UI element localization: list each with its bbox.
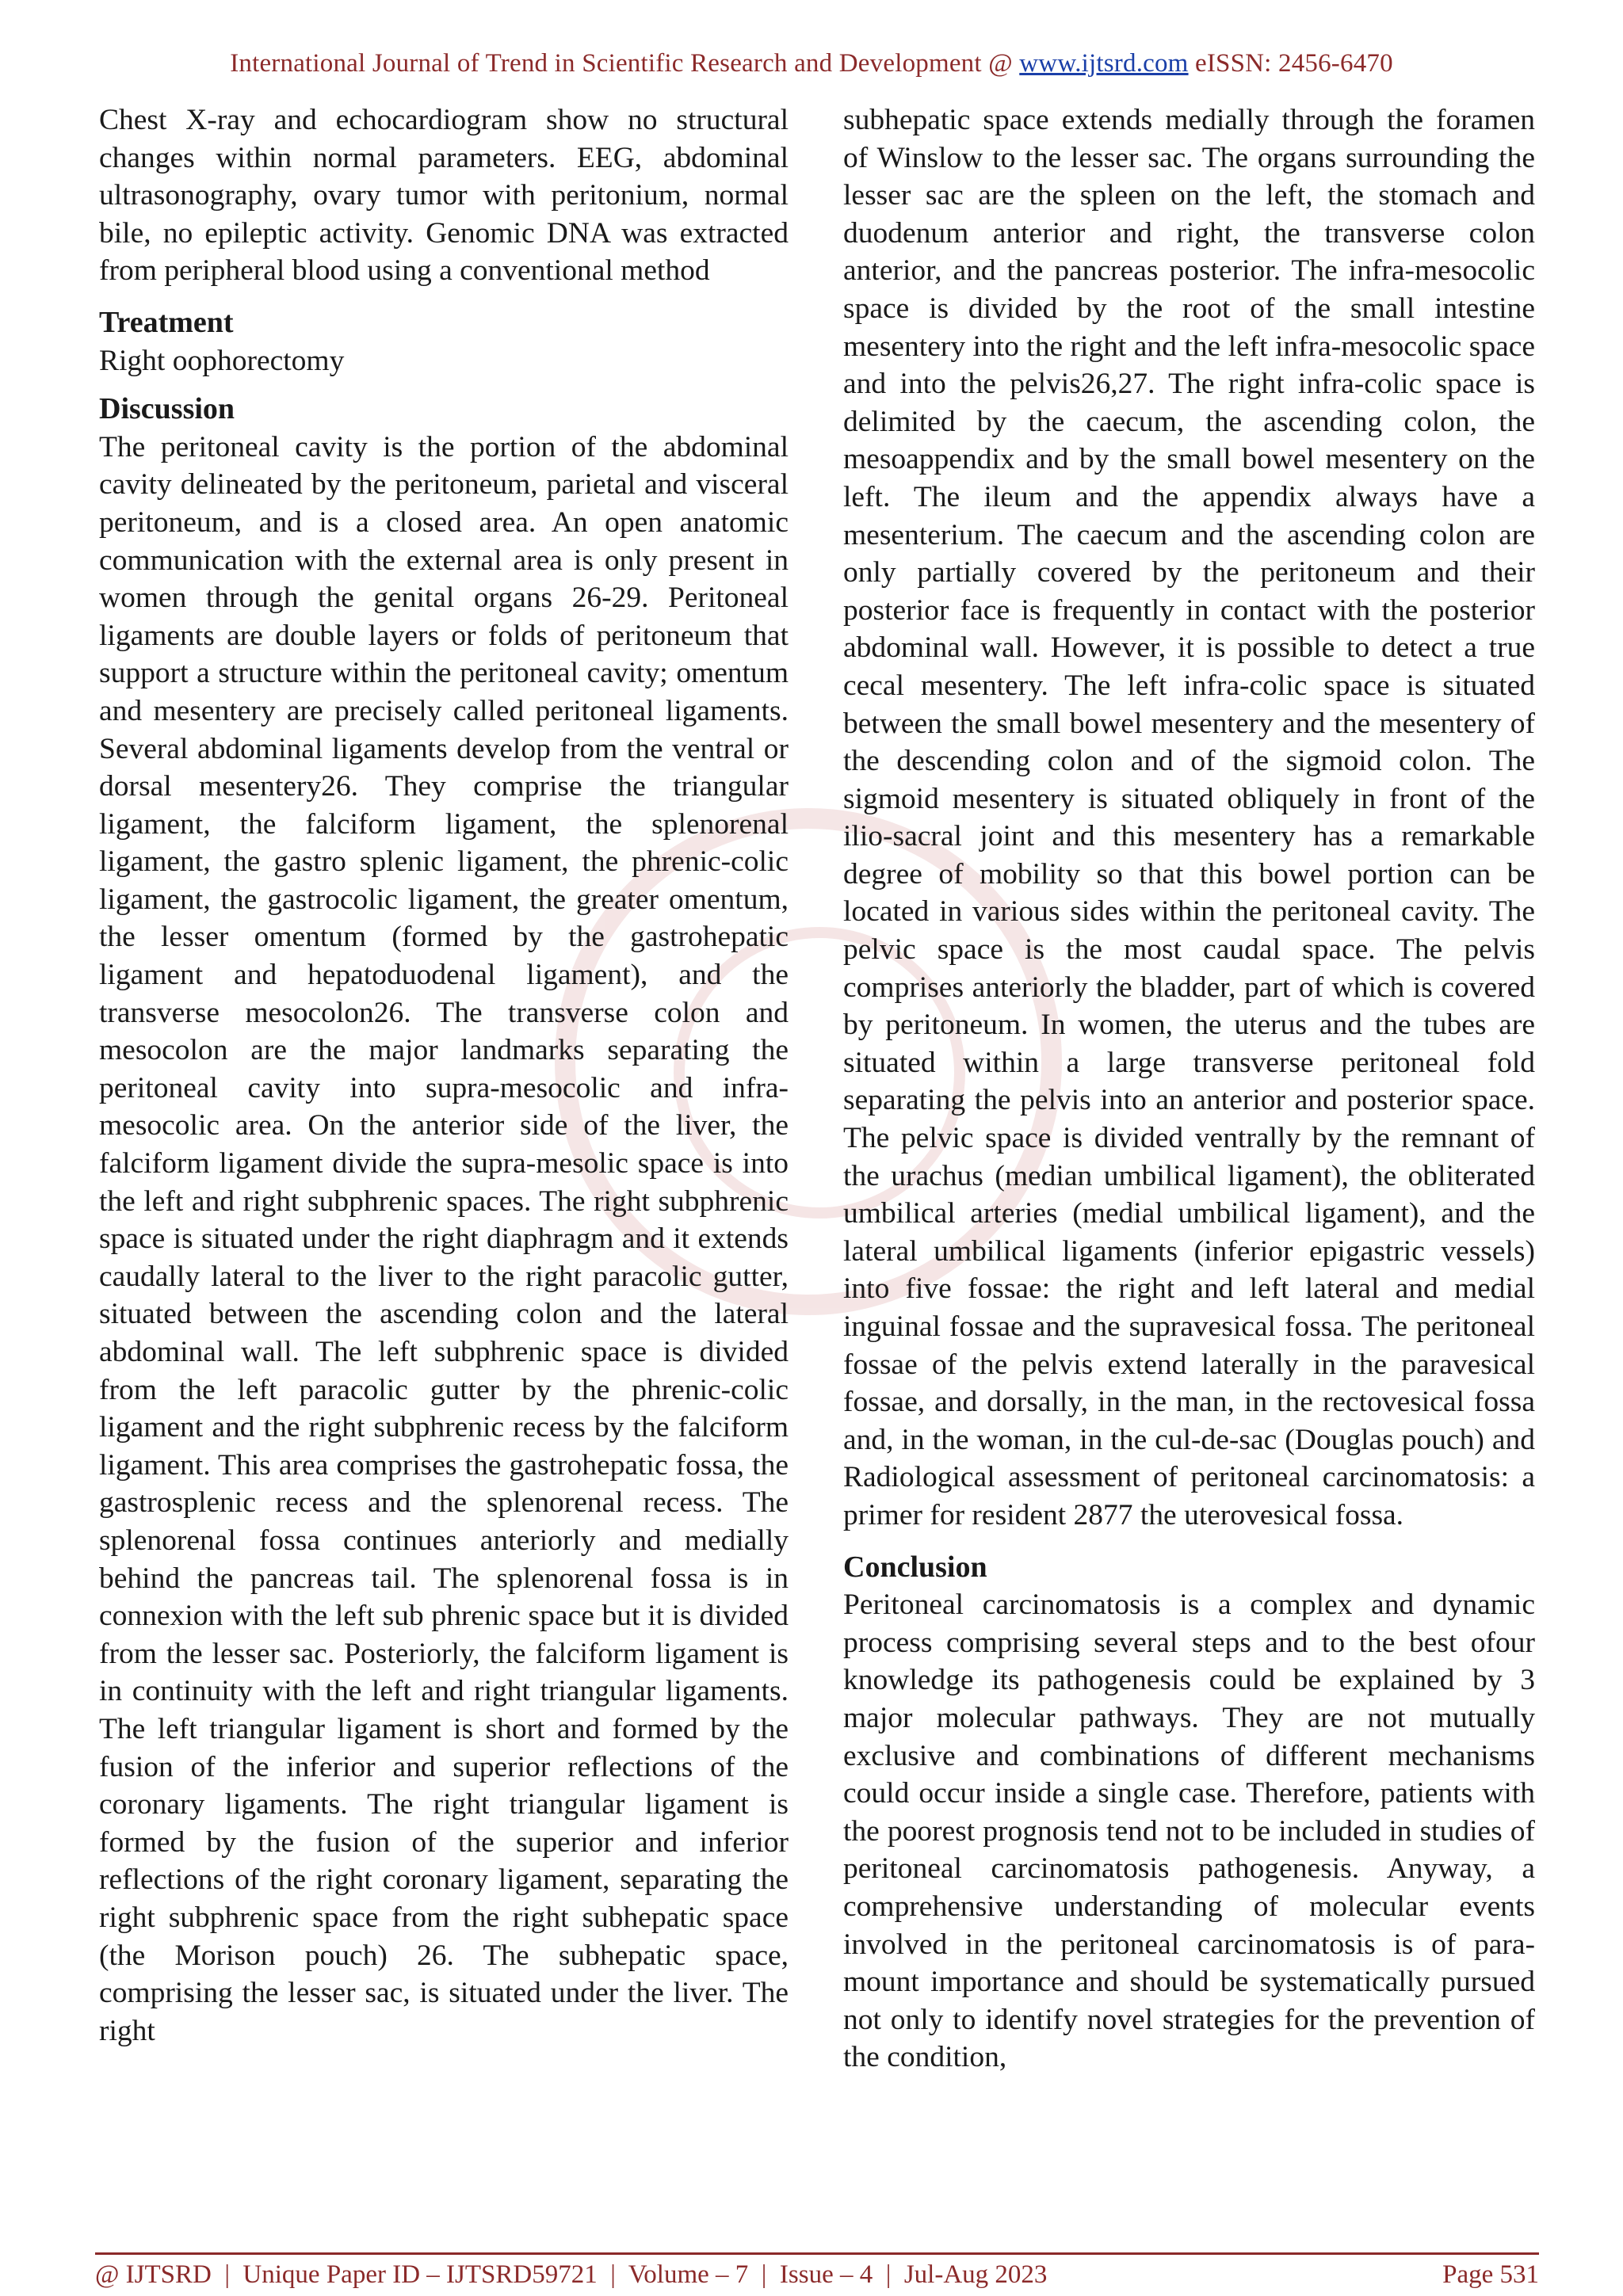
footer-divider — [95, 2252, 1539, 2255]
header-issn: eISSN: 2456-6470 — [1188, 49, 1393, 78]
discussion-continued-paragraph: subhepatic space extends medially through the foramen of Winslow to the lesser sac. The organs surrounding the lesser sac are the spleen on the left, the stomach and duodenum anterior and right, the transverse colon anterior, and the pancreas posterior. The infra-mesocolic space is divided by the root of the small intestine mesentery into the right and the left infra-mesocolic space and into the pelvis26,27. The right infra-colic space is delimited by the caecum, the ascending colon, the mesoappendix and by the small bowel mesentery on the left. The ileum and the appendix always have a mesenterium. The caecum and the ascending colon are only partially covered by the peritoneum and their posterior face is frequently in contact with the posterior abdominal wall. However, it is possible to detect a true cecal mesentery. The left infra-colic space is situated between the small bowel mesentery and the mesentery of the descending colon and of the sigmoid colon. The sigmoid mesentery is situated obliquely in front of the ilio-sacral joint and this mesentery has a remarkable degree of mobility so that this bowel portion can be located in various sides within the peritoneal cavity. The pelvic space is the most caudal space. The pelvis comprises anteriorly the bladder, part of which is covered by peritoneum. In women, the uterus and the tubes are situated within a large transverse peritoneal fold separating the pelvis into an anterior and posterior space. The pelvic space is divided ventrally by the remnant of the urachus (median umbilical ligament), the obliterated umbilical arteries (medial umbilical ligament), and the lateral umbilical ligaments (inferior epigastric vessels) into five fossae: the right and left lateral and medial inguinal fossae and the supravesical fossa. The peritoneal fossae of the pelvis extend laterally in the paravesical fossae, and dorsally, in the man, in the rectovesical fossa and, in the woman, in the cul-de-sac (Douglas pouch) and Radiological assessment of peritoneal carcinomatosis: a primer for resident 2877 the uterovesical fossa. — [843, 104, 1535, 1531]
journal-website-link[interactable]: www.ijtsrd.com — [1019, 49, 1189, 78]
discussion-heading: Discussion — [99, 392, 235, 426]
page-number: Page 531 — [1442, 2260, 1539, 2289]
treatment-paragraph: Right oophorectomy — [99, 344, 345, 377]
conclusion-paragraph: Peritoneal carcinomatosis is a complex and dynamic process comprising several steps and to the best ofour knowledge its pathogenesis could be explained by 3 major molecular pathways. They are not mutually exclusive and combinations of different mechanisms could occur inside a single case. Therefore, patients with the poorest prognosis tend not to be included in studies of peritoneal carcinomatosis pathogenesis. Anyway, a comprehensive understanding of molecular events involved in the peritoneal carcinomatosis is of para-mount importance and should be systematically pursued not only to identify novel strategies for the prevention of the condition, — [843, 1589, 1535, 2074]
conclusion-heading: Conclusion — [843, 1550, 987, 1584]
treatment-heading: Treatment — [99, 305, 234, 339]
case-findings-paragraph: Chest X-ray and echocardiogram show no structural changes within normal parameters. EEG, abdominal ultrasonography, ovary tumor with peritonium, normal bile, no epileptic activity. Genomic DNA was extracted from peripheral blood using a conventional method — [99, 104, 789, 288]
discussion-paragraph: The peritoneal cavity is the portion of the abdominal cavity delineated by the peritoneum, parietal and visceral peritoneum, and is a closed area. An open anatomic communication with the external area is only present in women through the genital organs 26-29. Peritoneal ligaments are double layers or folds of peritoneum that support a structure within the peritoneal cavity; omentum and mesentery are precisely called peritoneal ligaments. Several abdominal ligaments develop from the ventral or dorsal mesentery26. They comprise the triangular ligament, the falciform ligament, the splenorenal ligament, the gastro splenic ligament, the phrenic-colic ligament, the gastrocolic ligament, the greater omentum, the lesser omentum (formed by the gastrohepatic ligament and hepatoduodenal ligament), and the transverse mesocolon26. The transverse colon and mesocolon are the major landmarks separating the peritoneal cavity into supra-mesocolic and infra-mesocolic area. On the anterior side of the liver, the falciform ligament divide the supra-mesolic space is into the left and right subphrenic spaces. The right subphrenic space is situated under the right diaphragm and it extends caudally lateral to the liver to the right paracolic gutter, situated between the ascending colon and the lateral abdominal wall. The left subphrenic space is divided from the left paracolic gutter by the phrenic-colic ligament and the right subphrenic recess by the falciform ligament. This area comprises the gastrohepatic fossa, the gastrosplenic recess and the splenorenal recess. The splenorenal fossa continues anteriorly and medially behind the pancreas tail. The splenorenal fossa is in connexion with the left sub phrenic space but it is divided from the lesser sac. Posteriorly, the falciform ligament is in continuity with the left and right triangular ligaments. The left triangular ligament is short and formed by the fusion of the inferior and superior reflections of the coronary ligaments. The right triangular ligament is formed by the fusion of the superior and inferior reflections of the right coronary ligament, separating the right subphrenic space from the right subhepatic space (the Morison pouch) 26. The subhepatic space, comprising the lesser sac, is situated under the liver. The right — [99, 430, 789, 2047]
header-journal-name: International Journal of Trend in Scientific Research and Development @ — [230, 49, 1020, 78]
footer-paper-info: @ IJTSRD | Unique Paper ID – IJTSRD59721 | Volume – 7 | Issue – 4 | Jul-Aug 2023 — [95, 2260, 1048, 2289]
left-column — [99, 101, 789, 2050]
running-footer — [95, 2260, 1539, 2290]
right-column — [843, 101, 1535, 2077]
running-header — [0, 49, 1623, 78]
